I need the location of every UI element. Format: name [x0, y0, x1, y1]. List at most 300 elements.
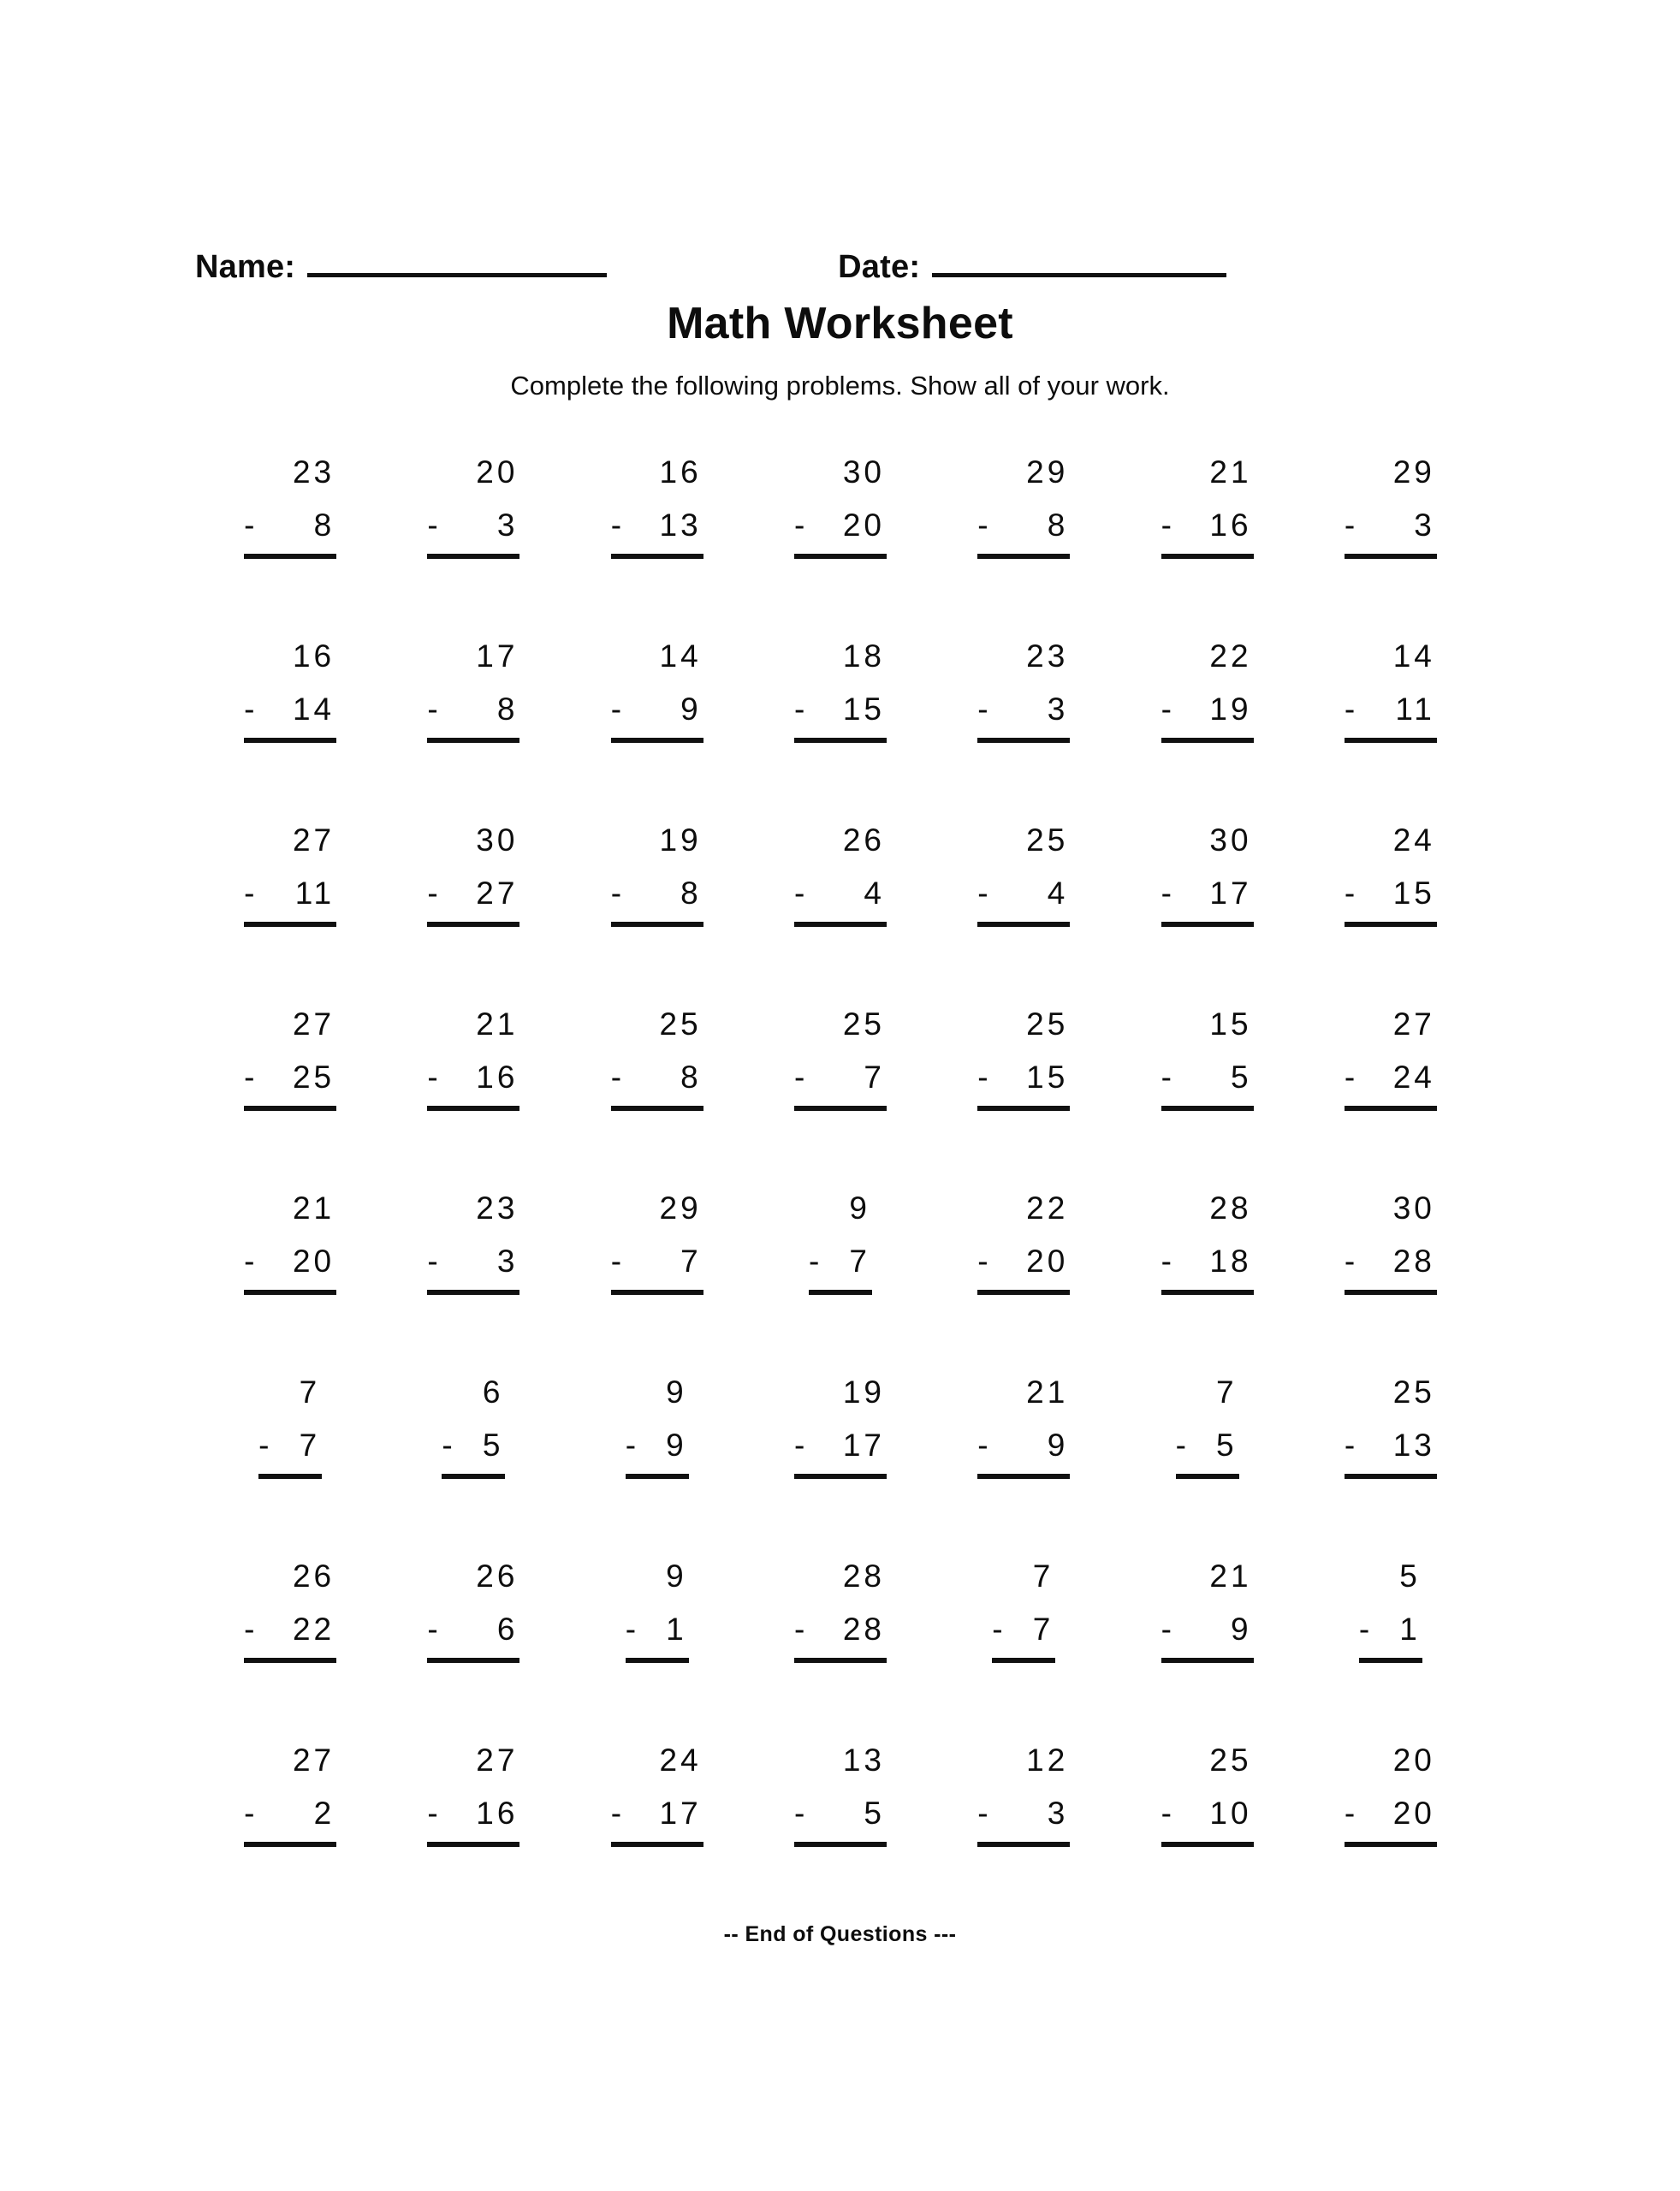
subtrahend-row	[611, 1243, 703, 1280]
minuend: 6	[482, 1375, 504, 1410]
minuend: 26	[476, 1559, 519, 1594]
answer-line[interactable]	[992, 1658, 1055, 1663]
subtrahend-row	[244, 1795, 336, 1832]
math-problem	[1299, 1742, 1482, 1926]
math-problem	[566, 822, 749, 1006]
minuend: 25	[659, 1006, 702, 1042]
math-problem	[382, 822, 565, 1006]
answer-line[interactable]	[1161, 1290, 1254, 1295]
math-problem	[199, 1374, 382, 1558]
subtrahend: 8	[680, 1060, 702, 1095]
answer-line[interactable]	[794, 1658, 887, 1663]
answer-line[interactable]	[977, 554, 1070, 559]
math-problem	[382, 1374, 565, 1558]
subtrahend: 2	[313, 1796, 335, 1831]
problem-operands	[244, 1742, 336, 1832]
answer-line[interactable]	[244, 922, 336, 927]
math-problem	[932, 454, 1115, 638]
minuend: 29	[659, 1191, 702, 1226]
minuend: 19	[659, 822, 702, 858]
name-write-in-line[interactable]	[307, 273, 607, 277]
subtrahend: 10	[1209, 1796, 1252, 1831]
minuend: 24	[659, 1743, 702, 1778]
minuend: 22	[1209, 638, 1252, 674]
minuend: 25	[1209, 1743, 1252, 1778]
minus-operator-icon: -	[1161, 1796, 1172, 1831]
answer-line[interactable]	[1359, 1658, 1422, 1663]
minuend: 15	[1209, 1006, 1252, 1042]
minuend: 17	[476, 638, 519, 674]
subtrahend-row	[992, 1611, 1055, 1648]
minus-operator-icon: -	[977, 692, 988, 727]
problem-operands	[1161, 1006, 1254, 1096]
answer-line[interactable]	[244, 554, 336, 559]
minuend: 23	[292, 454, 335, 490]
answer-line[interactable]	[427, 1290, 519, 1295]
math-problem	[382, 1006, 565, 1190]
answer-line[interactable]	[1345, 1474, 1437, 1479]
answer-line[interactable]	[611, 922, 703, 927]
subtrahend-row	[1161, 507, 1254, 544]
subtrahend: 3	[1047, 1796, 1069, 1831]
minuend: 30	[1209, 822, 1252, 858]
subtrahend-row	[244, 691, 336, 728]
subtrahend-row	[809, 1243, 872, 1280]
problem-operands	[977, 1374, 1070, 1464]
subtrahend: 3	[496, 508, 519, 543]
subtrahend-row	[1345, 1427, 1437, 1464]
minuend: 20	[1392, 1743, 1435, 1778]
minuend: 7	[299, 1375, 321, 1410]
math-problem	[749, 638, 932, 822]
subtrahend-row	[1161, 1795, 1254, 1832]
minus-operator-icon: -	[610, 876, 622, 911]
subtrahend: 16	[1209, 508, 1252, 543]
math-problem	[1299, 1190, 1482, 1374]
answer-line[interactable]	[977, 738, 1070, 743]
answer-line[interactable]	[977, 1474, 1070, 1479]
problem-operands	[977, 1190, 1070, 1280]
subtrahend-row	[626, 1611, 689, 1648]
subtrahend: 20	[1392, 1796, 1435, 1831]
problem-operands	[1345, 1742, 1437, 1832]
minuend: 25	[1392, 1375, 1435, 1410]
problem-operands	[794, 454, 887, 544]
date-field-group	[838, 250, 1226, 284]
math-problem	[932, 1006, 1115, 1190]
subtrahend: 7	[299, 1428, 321, 1463]
answer-line[interactable]	[427, 738, 519, 743]
minus-operator-icon: -	[1161, 692, 1172, 727]
answer-line[interactable]	[244, 738, 336, 743]
minuend: 22	[1026, 1191, 1069, 1226]
subtrahend: 16	[476, 1796, 519, 1831]
subtrahend: 17	[659, 1796, 702, 1831]
answer-line[interactable]	[1161, 554, 1254, 559]
answer-line[interactable]	[1161, 922, 1254, 927]
subtrahend-row	[427, 1243, 519, 1280]
minuend: 7	[1215, 1375, 1238, 1410]
minus-operator-icon: -	[977, 876, 988, 911]
minuend: 5	[1399, 1559, 1421, 1594]
minuend: 30	[476, 822, 519, 858]
answer-line[interactable]	[794, 554, 887, 559]
subtrahend: 22	[292, 1612, 335, 1647]
subtrahend: 28	[842, 1612, 885, 1647]
subtrahend-row	[977, 1059, 1070, 1096]
answer-line[interactable]	[427, 554, 519, 559]
math-problem	[1299, 822, 1482, 1006]
math-problem	[566, 1558, 749, 1742]
math-problem	[199, 1558, 382, 1742]
answer-line[interactable]	[809, 1290, 872, 1295]
problem-operands	[626, 1374, 689, 1464]
minus-operator-icon: -	[427, 1244, 438, 1279]
answer-line[interactable]	[244, 1106, 336, 1111]
minuend: 27	[1392, 1006, 1435, 1042]
minuend: 21	[292, 1191, 335, 1226]
subtrahend: 24	[1392, 1060, 1435, 1095]
math-problem	[199, 1190, 382, 1374]
subtrahend: 20	[842, 508, 885, 543]
minuend: 7	[1032, 1559, 1054, 1594]
answer-line[interactable]	[427, 1658, 519, 1663]
problem-operands	[442, 1374, 505, 1464]
subtrahend-row	[611, 691, 703, 728]
math-problem	[1299, 638, 1482, 822]
answer-line[interactable]	[977, 1106, 1070, 1111]
math-problem	[1299, 1006, 1482, 1190]
minus-operator-icon: -	[1161, 508, 1172, 543]
problem-operands	[611, 822, 703, 912]
subtrahend: 16	[476, 1060, 519, 1095]
page-subtitle: Complete the following problems. Show all of your work.	[510, 371, 1170, 401]
minus-operator-icon: -	[442, 1428, 453, 1463]
answer-line[interactable]	[1345, 738, 1437, 743]
math-problem	[1115, 454, 1298, 638]
minuend: 29	[1026, 454, 1069, 490]
subtrahend: 8	[313, 508, 335, 543]
minus-operator-icon: -	[610, 1244, 622, 1279]
math-problem	[932, 822, 1115, 1006]
math-problem	[749, 1374, 932, 1558]
minus-operator-icon: -	[610, 1796, 622, 1831]
subtrahend: 11	[294, 876, 335, 911]
minus-operator-icon: -	[793, 508, 805, 543]
answer-line[interactable]	[611, 1106, 703, 1111]
problem-operands	[427, 638, 519, 728]
problem-operands	[626, 1558, 689, 1648]
minus-operator-icon: -	[1161, 1244, 1172, 1279]
subtrahend-row	[258, 1427, 322, 1464]
answer-line[interactable]	[244, 1842, 336, 1847]
math-problem	[932, 638, 1115, 822]
minus-operator-icon: -	[1358, 1612, 1370, 1647]
subtrahend: 15	[1026, 1060, 1069, 1095]
minuend: 27	[292, 1006, 335, 1042]
subtrahend-row	[977, 875, 1070, 912]
math-problem	[1115, 1006, 1298, 1190]
math-problem	[932, 1190, 1115, 1374]
subtrahend-row	[427, 1611, 519, 1648]
minus-operator-icon: -	[244, 508, 255, 543]
problem-operands	[258, 1374, 322, 1464]
subtrahend: 5	[864, 1796, 885, 1831]
subtrahend-row	[977, 1427, 1070, 1464]
date-label: Date:	[838, 249, 921, 285]
minuend: 28	[842, 1559, 885, 1594]
math-problem	[1115, 638, 1298, 822]
minus-operator-icon: -	[977, 1060, 988, 1095]
problem-operands	[794, 1006, 887, 1096]
problem-operands	[992, 1558, 1055, 1648]
subtrahend: 5	[1215, 1428, 1238, 1463]
problem-operands	[1345, 1006, 1437, 1096]
subtrahend: 14	[292, 692, 335, 727]
answer-line[interactable]	[1161, 1842, 1254, 1847]
minus-operator-icon: -	[1175, 1428, 1186, 1463]
answer-line[interactable]	[1176, 1474, 1239, 1479]
problem-operands	[611, 1006, 703, 1096]
minus-operator-icon: -	[977, 1428, 988, 1463]
answer-line[interactable]	[442, 1474, 505, 1479]
problem-operands	[427, 1558, 519, 1648]
answer-line[interactable]	[794, 1842, 887, 1847]
subtrahend: 11	[1395, 692, 1435, 727]
subtrahend-row	[794, 691, 887, 728]
subtrahend: 8	[1047, 508, 1069, 543]
math-problem	[1115, 1190, 1298, 1374]
minus-operator-icon: -	[1344, 1244, 1356, 1279]
minuend: 27	[292, 822, 335, 858]
minuend: 25	[1026, 822, 1069, 858]
answer-line[interactable]	[794, 738, 887, 743]
subtrahend: 13	[659, 508, 702, 543]
subtrahend: 27	[476, 876, 519, 911]
problem-operands	[611, 1742, 703, 1832]
answer-line[interactable]	[1345, 1842, 1437, 1847]
problem-operands	[427, 1006, 519, 1096]
problem-operands	[244, 1190, 336, 1280]
math-problem	[1299, 1374, 1482, 1558]
math-problem	[199, 454, 382, 638]
problem-operands	[244, 638, 336, 728]
subtrahend-row	[977, 1795, 1070, 1832]
math-problem	[566, 1006, 749, 1190]
subtrahend-row	[427, 1059, 519, 1096]
subtrahend-row	[1161, 691, 1254, 728]
subtrahend-row	[427, 875, 519, 912]
minuend: 16	[292, 638, 335, 674]
answer-line[interactable]	[794, 922, 887, 927]
problem-operands	[427, 1190, 519, 1280]
problem-operands	[977, 1006, 1070, 1096]
problem-operands	[427, 822, 519, 912]
answer-line[interactable]	[427, 922, 519, 927]
subtrahend-row	[626, 1427, 689, 1464]
subtrahend-row	[1359, 1611, 1422, 1648]
minus-operator-icon: -	[258, 1428, 270, 1463]
math-problem	[566, 1190, 749, 1374]
date-write-in-line[interactable]	[932, 273, 1226, 277]
problem-operands	[1161, 1190, 1254, 1280]
problem-operands	[1161, 1742, 1254, 1832]
minus-operator-icon: -	[244, 1244, 255, 1279]
answer-line[interactable]	[611, 1290, 703, 1295]
subtrahend-row	[244, 1243, 336, 1280]
answer-line[interactable]	[1161, 1106, 1254, 1111]
subtrahend-row	[1161, 875, 1254, 912]
subtrahend-row	[442, 1427, 505, 1464]
math-problem	[199, 822, 382, 1006]
minuend: 21	[1209, 454, 1252, 490]
answer-line[interactable]	[794, 1474, 887, 1479]
answer-line[interactable]	[977, 922, 1070, 927]
problem-operands	[1345, 1374, 1437, 1464]
subtrahend: 1	[666, 1612, 687, 1647]
math-problem	[566, 1742, 749, 1926]
minuend: 9	[666, 1375, 687, 1410]
subtrahend-row	[427, 1795, 519, 1832]
minus-operator-icon: -	[793, 876, 805, 911]
name-label: Name:	[195, 249, 296, 285]
subtrahend: 17	[842, 1428, 885, 1463]
minuend: 26	[292, 1559, 335, 1594]
subtrahend: 9	[1047, 1428, 1069, 1463]
minus-operator-icon: -	[1344, 1796, 1356, 1831]
subtrahend: 7	[849, 1244, 870, 1279]
problems-grid	[199, 454, 1482, 1926]
problem-operands	[1161, 822, 1254, 912]
answer-line[interactable]	[794, 1106, 887, 1111]
minus-operator-icon: -	[427, 1060, 438, 1095]
math-problem	[382, 1190, 565, 1374]
math-problem	[749, 1006, 932, 1190]
subtrahend-row	[244, 1611, 336, 1648]
answer-line[interactable]	[1345, 1106, 1437, 1111]
minus-operator-icon: -	[625, 1612, 637, 1647]
math-problem	[382, 638, 565, 822]
minus-operator-icon: -	[1161, 1612, 1172, 1647]
minuend: 24	[1392, 822, 1435, 858]
answer-line[interactable]	[611, 1842, 703, 1847]
minuend: 25	[1026, 1006, 1069, 1042]
subtrahend: 18	[1209, 1244, 1252, 1279]
minus-operator-icon: -	[244, 1796, 255, 1831]
answer-line[interactable]	[1345, 554, 1437, 559]
answer-line[interactable]	[611, 554, 703, 559]
problem-operands	[794, 1742, 887, 1832]
problem-operands	[794, 638, 887, 728]
answer-line[interactable]	[626, 1474, 689, 1479]
problem-operands	[1345, 638, 1437, 728]
math-problem	[749, 1558, 932, 1742]
answer-line[interactable]	[611, 738, 703, 743]
problem-operands	[1359, 1558, 1422, 1648]
minus-operator-icon: -	[793, 1796, 805, 1831]
minus-operator-icon: -	[427, 1612, 438, 1647]
math-problem	[749, 454, 932, 638]
answer-line[interactable]	[977, 1842, 1070, 1847]
math-problem	[749, 822, 932, 1006]
subtrahend: 19	[1209, 692, 1252, 727]
minus-operator-icon: -	[1344, 508, 1356, 543]
minus-operator-icon: -	[625, 1428, 637, 1463]
problem-operands	[611, 638, 703, 728]
answer-line[interactable]	[977, 1290, 1070, 1295]
minuend: 25	[842, 1006, 885, 1042]
problem-operands	[427, 1742, 519, 1832]
end-of-questions-footer: -- End of Questions ---	[723, 1922, 957, 1946]
subtrahend: 9	[1230, 1612, 1252, 1647]
minus-operator-icon: -	[1344, 876, 1356, 911]
minus-operator-icon: -	[244, 692, 255, 727]
subtrahend-row	[794, 1795, 887, 1832]
subtrahend: 20	[292, 1244, 335, 1279]
minuend: 13	[842, 1743, 885, 1778]
minuend: 27	[476, 1743, 519, 1778]
subtrahend-row	[611, 507, 703, 544]
minuend: 30	[842, 454, 885, 490]
answer-line[interactable]	[1161, 738, 1254, 743]
answer-line[interactable]	[258, 1474, 322, 1479]
math-problem	[932, 1558, 1115, 1742]
minuend: 12	[1026, 1743, 1069, 1778]
minuend: 14	[1392, 638, 1435, 674]
subtrahend: 5	[482, 1428, 504, 1463]
math-problem	[932, 1374, 1115, 1558]
minuend: 20	[476, 454, 519, 490]
minuend: 23	[476, 1191, 519, 1226]
answer-line[interactable]	[1345, 1290, 1437, 1295]
minus-operator-icon: -	[977, 1796, 988, 1831]
minuend: 27	[292, 1743, 335, 1778]
subtrahend: 13	[1392, 1428, 1435, 1463]
answer-line[interactable]	[244, 1658, 336, 1663]
math-problem	[1115, 1374, 1298, 1558]
answer-line[interactable]	[427, 1106, 519, 1111]
minuend: 21	[476, 1006, 519, 1042]
subtrahend: 17	[1209, 876, 1252, 911]
problem-operands	[1345, 454, 1437, 544]
minus-operator-icon: -	[793, 1428, 805, 1463]
problem-operands	[809, 1190, 872, 1280]
problem-operands	[244, 454, 336, 544]
subtrahend-row	[794, 1427, 887, 1464]
subtrahend-row	[244, 875, 336, 912]
answer-line[interactable]	[427, 1842, 519, 1847]
subtrahend: 3	[1414, 508, 1435, 543]
math-problem	[1115, 1742, 1298, 1926]
answer-line[interactable]	[1161, 1658, 1254, 1663]
answer-line[interactable]	[1345, 922, 1437, 927]
minuend: 21	[1209, 1559, 1252, 1594]
subtrahend-row	[794, 1611, 887, 1648]
subtrahend: 15	[842, 692, 885, 727]
problem-operands	[977, 1742, 1070, 1832]
math-problem	[749, 1742, 932, 1926]
minus-operator-icon: -	[808, 1244, 820, 1279]
subtrahend-row	[794, 1059, 887, 1096]
subtrahend-row	[1345, 1243, 1437, 1280]
problem-operands	[1161, 1558, 1254, 1648]
problem-operands	[1161, 454, 1254, 544]
subtrahend-row	[1345, 1059, 1437, 1096]
answer-line[interactable]	[244, 1290, 336, 1295]
subtrahend-row	[1345, 1795, 1437, 1832]
problem-operands	[977, 454, 1070, 544]
answer-line[interactable]	[626, 1658, 689, 1663]
